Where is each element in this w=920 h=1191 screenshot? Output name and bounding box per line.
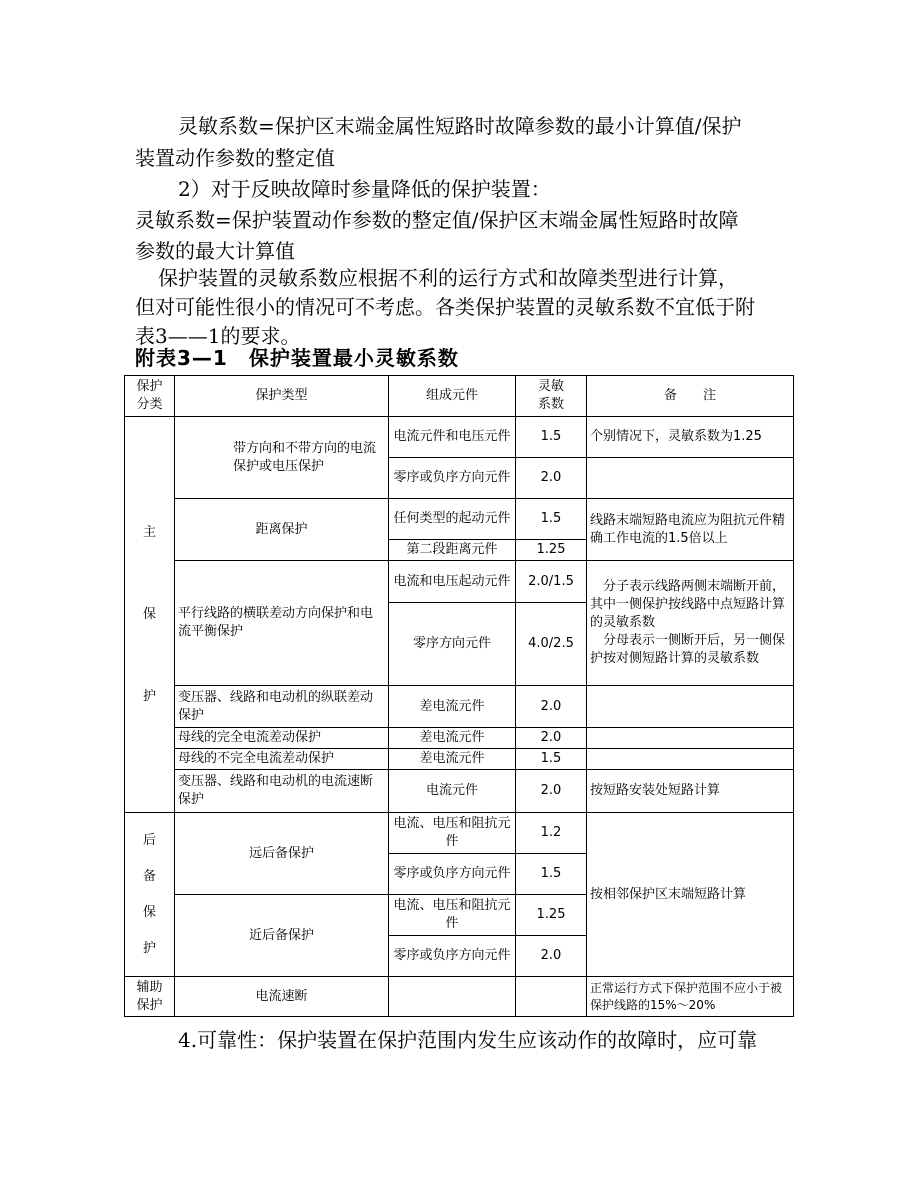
header-sensitivity: 灵敏 系数 xyxy=(516,376,587,417)
remark: 个别情况下，灵敏系数为1.25 xyxy=(587,417,794,458)
component: 电流、电压和阻抗元件 xyxy=(389,813,516,854)
protection-type: 远后备保护 xyxy=(175,813,389,895)
header-remarks: 备 注 xyxy=(587,376,794,417)
component: 差电流元件 xyxy=(389,728,516,749)
table-row xyxy=(125,686,794,728)
component: 差电流元件 xyxy=(389,686,516,728)
coefficient: 2.0 xyxy=(516,770,587,813)
table-caption: 附表3—1 保护装置最小灵敏系数 xyxy=(135,346,459,370)
paragraph-line: 保护装置的灵敏系数应根据不利的运行方式和故障类型进行计算， xyxy=(158,266,738,290)
coefficient: 2.0 xyxy=(516,686,587,728)
remark xyxy=(587,749,794,770)
component: 零序或负序方向元件 xyxy=(389,854,516,895)
paragraph-line: 表3——1的要求。 xyxy=(135,324,301,348)
paragraph-line: 灵敏系数=保护装置动作参数的整定值/保护区末端金属性短路时故障 xyxy=(135,208,739,232)
header-category: 保护 分类 xyxy=(125,376,175,417)
protection-type: 母线的完全电流差动保护 xyxy=(175,728,389,749)
header-component: 组成元件 xyxy=(389,376,516,417)
auxiliary-protection-label: 辅助 保护 xyxy=(125,977,175,1017)
protection-type: 距离保护 xyxy=(175,499,389,561)
protection-type: 带方向和不带方向的电流保护或电压保护 xyxy=(175,417,389,499)
coefficient: 1.25 xyxy=(516,540,587,561)
component: 零序或负序方向元件 xyxy=(389,458,516,499)
protection-type: 变压器、线路和电动机的电流速断保护 xyxy=(175,770,389,813)
remark xyxy=(587,728,794,749)
protection-type: 母线的不完全电流差动保护 xyxy=(175,749,389,770)
backup-protection-label: 后 备 保 护 xyxy=(125,813,175,977)
table-row xyxy=(125,417,794,458)
remark: 按相邻保护区末端短路计算 xyxy=(587,813,794,977)
coefficient: 1.5 xyxy=(516,854,587,895)
coefficient: 2.0/1.5 xyxy=(516,561,587,603)
remark: 正常运行方式下保护范围不应小于被保护线路的15%～20% xyxy=(587,977,794,1017)
component: 差电流元件 xyxy=(389,749,516,770)
coefficient xyxy=(516,977,587,1017)
coefficient: 1.25 xyxy=(516,895,587,936)
table-row xyxy=(125,813,794,854)
table-row xyxy=(125,977,794,1017)
table-row xyxy=(125,561,794,603)
coefficient: 2.0 xyxy=(516,728,587,749)
coefficient: 2.0 xyxy=(516,936,587,977)
remark xyxy=(587,686,794,728)
paragraph-line: 灵敏系数=保护区末端金属性短路时故障参数的最小计算值/保护 xyxy=(178,114,742,138)
table-row xyxy=(125,749,794,770)
remark xyxy=(587,458,794,499)
paragraph-line: 装置动作参数的整定值 xyxy=(135,146,335,170)
protection-type: 电流速断 xyxy=(175,977,389,1017)
table-row xyxy=(125,728,794,749)
coefficient: 1.2 xyxy=(516,813,587,854)
component: 第二段距离元件 xyxy=(389,540,516,561)
component: 零序或负序方向元件 xyxy=(389,936,516,977)
protection-type: 平行线路的横联差动方向保护和电流平衡保护 xyxy=(175,561,389,686)
component xyxy=(389,977,516,1017)
sensitivity-table xyxy=(124,375,794,1017)
component: 零序方向元件 xyxy=(389,603,516,686)
protection-type: 变压器、线路和电动机的纵联差动保护 xyxy=(175,686,389,728)
table-header-row xyxy=(125,376,794,417)
coefficient: 2.0 xyxy=(516,458,587,499)
protection-type: 近后备保护 xyxy=(175,895,389,977)
component: 电流、电压和阻抗元件 xyxy=(389,895,516,936)
header-type: 保护类型 xyxy=(175,376,389,417)
component: 电流和电压起动元件 xyxy=(389,561,516,603)
remark: 线路末端短路电流应为阻抗元件精确工作电流的1.5倍以上 xyxy=(587,499,794,561)
remark: 按短路安装处短路计算 xyxy=(587,770,794,813)
coefficient: 1.5 xyxy=(516,417,587,458)
paragraph-line: 4.可靠性：保护装置在保护范围内发生应该动作的故障时，应可靠 xyxy=(178,1028,758,1052)
table-row xyxy=(125,770,794,813)
table-row xyxy=(125,499,794,540)
paragraph-line: 2）对于反映故障时参量降低的保护装置： xyxy=(178,177,551,201)
paragraph-line: 但对可能性很小的情况可不考虑。各类保护装置的灵敏系数不宜低于附 xyxy=(135,295,755,319)
component: 任何类型的起动元件 xyxy=(389,499,516,540)
remark: 分子表示线路两侧末端断开前，其中一侧保护按线路中点短路计算的灵敏系数 分母表示一侧断开后，另一侧保护按对侧短路计算的灵敏系数 xyxy=(587,561,794,686)
paragraph-line: 参数的最大计算值 xyxy=(135,239,295,263)
coefficient: 4.0/2.5 xyxy=(516,603,587,686)
coefficient: 1.5 xyxy=(516,499,587,540)
component: 电流元件和电压元件 xyxy=(389,417,516,458)
coefficient: 1.5 xyxy=(516,749,587,770)
component: 电流元件 xyxy=(389,770,516,813)
main-protection-label: 主 保 护 xyxy=(125,417,175,813)
